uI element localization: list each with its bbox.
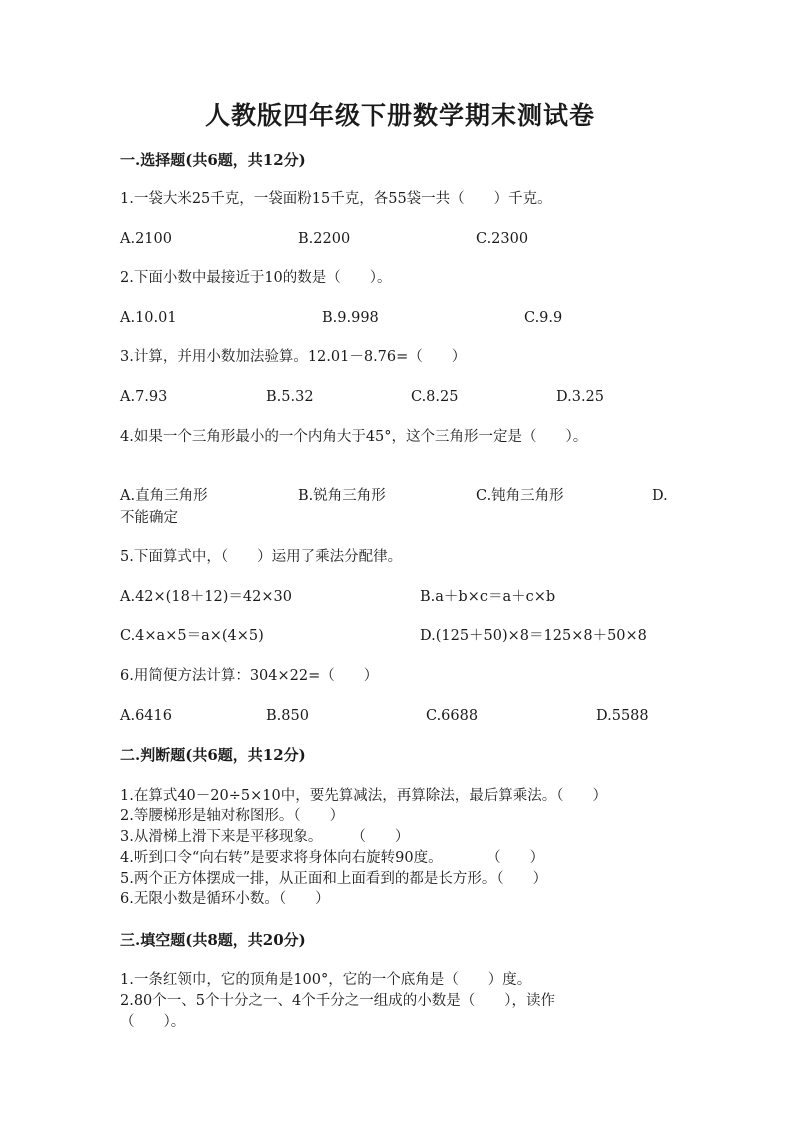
option-c: C.钝角三角形 bbox=[476, 488, 564, 504]
list-item: 1.一条红领巾，它的顶角是100°，它的一个底角是（ ）度。 bbox=[120, 972, 532, 988]
question-text: 2.下面小数中最接近于10的数是（ ）。 bbox=[120, 270, 392, 286]
option-a: A.直角三角形 bbox=[120, 488, 208, 504]
option-d: D.(125＋50)×8＝125×8＋50×8 bbox=[420, 628, 647, 644]
option-a: A.10.01 bbox=[120, 310, 177, 326]
list-item: 6.无限小数是循环小数。（ ） bbox=[120, 891, 330, 907]
option-c: C.4×a×5＝a×(4×5) bbox=[120, 628, 264, 644]
list-item: （ ）。 bbox=[120, 1014, 186, 1030]
option-c: C.6688 bbox=[426, 708, 479, 724]
question-text: 5.下面算式中，（ ）运用了乘法分配律。 bbox=[120, 549, 403, 565]
page-title: 人教版四年级下册数学期末测试卷 bbox=[204, 101, 595, 130]
option-b: B.850 bbox=[266, 708, 309, 724]
question-text: 4.如果一个三角形最小的一个内角大于45°，这个三角形一定是（ ）。 bbox=[120, 429, 588, 445]
option-b: B.2200 bbox=[298, 231, 351, 247]
section-heading-judgement: 二.判断题(共6题，共12分) bbox=[120, 746, 306, 764]
list-item: 5.两个正方体摆成一排，从正面和上面看到的都是长方形。（ ） bbox=[120, 871, 548, 887]
list-item: 1.在算式40－20÷5×10中，要先算减法，再算除法，最后算乘法。（ ） bbox=[120, 788, 607, 804]
option-b: B.9.998 bbox=[322, 310, 379, 326]
option-b: B.5.32 bbox=[266, 389, 314, 405]
list-item: 2.80个一、5个十分之一、4个千分之一组成的小数是（ ），读作 bbox=[120, 993, 555, 1009]
list-item: 3.从滑梯上滑下来是平移现象。 （ ） bbox=[120, 829, 410, 845]
section-heading-fill-in: 三.填空题(共8题，共20分) bbox=[120, 931, 306, 949]
list-item: 2.等腰梯形是轴对称图形。（ ） bbox=[120, 808, 345, 824]
option-d-text: 不能确定 bbox=[120, 510, 178, 526]
option-a: A.2100 bbox=[120, 231, 172, 247]
question-text: 1.一袋大米25千克，一袋面粉15千克，各55袋一共（ ）千克。 bbox=[120, 191, 552, 207]
question-text: 6.用简便方法计算：304×22=（ ） bbox=[120, 668, 379, 684]
option-a: A.6416 bbox=[120, 708, 172, 724]
option-c: C.2300 bbox=[476, 231, 529, 247]
option-c: C.8.25 bbox=[411, 389, 459, 405]
option-d: D. bbox=[652, 488, 668, 504]
section-heading-choice: 一.选择题(共6题，共12分) bbox=[120, 151, 306, 169]
question-text: 3.计算，并用小数加法验算。12.01－8.76=（ ） bbox=[120, 349, 467, 365]
option-a: A.42×(18＋12)＝42×30 bbox=[120, 589, 292, 605]
list-item: 4.听到口令“向右转”是要求将身体向右旋转90度。 （ ） bbox=[120, 850, 545, 866]
option-b: B.a＋b×c＝a＋c×b bbox=[420, 589, 556, 605]
option-b: B.锐角三角形 bbox=[298, 488, 386, 504]
option-d: D.3.25 bbox=[556, 389, 605, 405]
option-a: A.7.93 bbox=[120, 389, 168, 405]
option-d: D.5588 bbox=[596, 708, 649, 724]
option-c: C.9.9 bbox=[524, 310, 563, 326]
